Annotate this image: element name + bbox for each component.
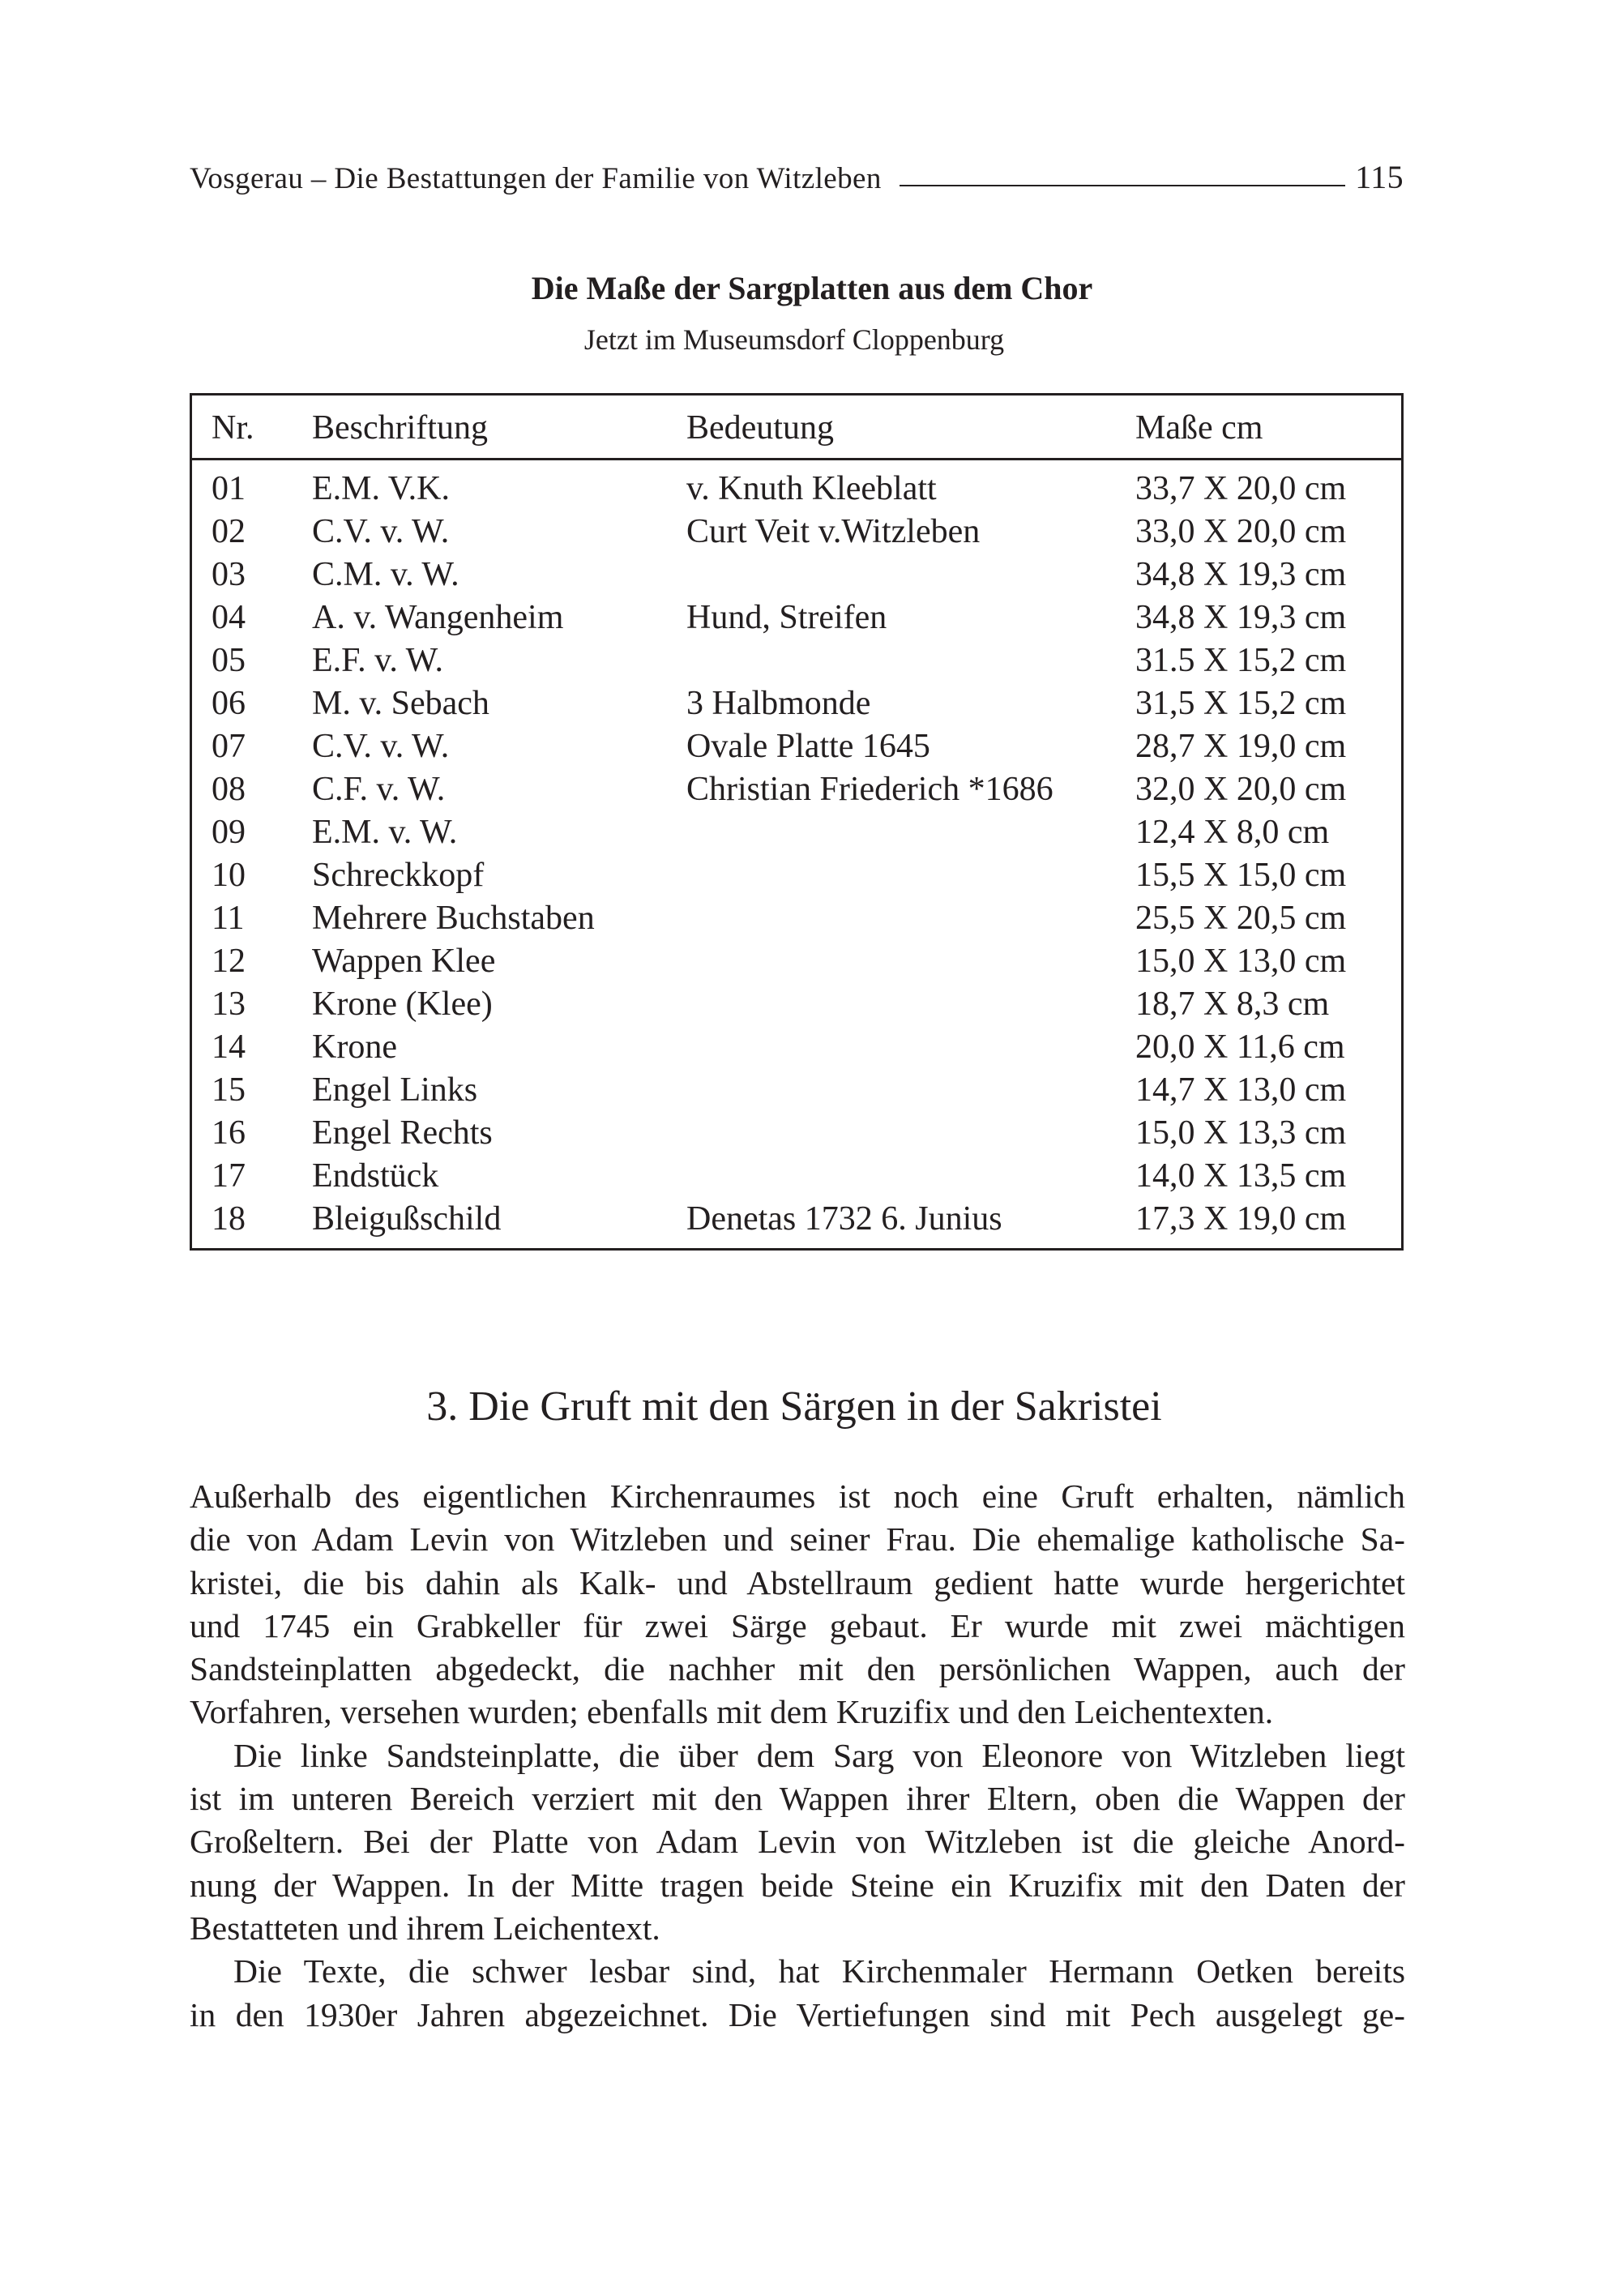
- cell-inscription: A. v. Wangenheim: [312, 599, 564, 636]
- cell-inscription: E.F. v. W.: [312, 642, 443, 679]
- cell-dimensions: 25,5 X 20,5 cm: [1135, 900, 1347, 937]
- cell-number: 05: [212, 642, 246, 679]
- column-header-meaning: Bedeutung: [686, 409, 834, 447]
- cell-dimensions: 20,0 X 11,6 cm: [1135, 1028, 1345, 1066]
- cell-dimensions: 33,7 X 20,0 cm: [1135, 470, 1347, 507]
- paragraph-line: Sandsteinplatten abgedeckt, die nachher mit den persönlichen Wappen, auch der: [190, 1650, 1405, 1688]
- cell-dimensions: 12,4 X 8,0 cm: [1135, 814, 1330, 851]
- table-row: [192, 811, 1401, 854]
- table-row: [192, 1155, 1401, 1198]
- table-row: [192, 1026, 1401, 1069]
- cell-inscription: Endstück: [312, 1157, 439, 1195]
- paragraph-line: Bestatteten und ihrem Leichentext.: [190, 1909, 660, 1947]
- page-header: [190, 151, 1404, 196]
- cell-dimensions: 14,7 X 13,0 cm: [1135, 1071, 1347, 1109]
- cell-meaning: Ovale Platte 1645: [686, 728, 930, 765]
- running-title: Vosgerau – Die Bestattungen der Familie von Witzleben: [190, 162, 882, 195]
- cell-dimensions: 33,0 X 20,0 cm: [1135, 513, 1347, 550]
- cell-inscription: E.M. V.K.: [312, 470, 450, 507]
- table-row: [192, 511, 1401, 554]
- cell-number: 18: [212, 1200, 246, 1238]
- table-row: [192, 897, 1401, 940]
- table-row: [192, 768, 1401, 811]
- cell-number: 14: [212, 1028, 246, 1066]
- paragraph-line: Die linke Sandsteinplatte, die über dem Sarg von Eleonore von Witzleben liegt: [233, 1736, 1405, 1774]
- cell-inscription: Krone: [312, 1028, 397, 1066]
- table-row: [192, 468, 1401, 511]
- cell-dimensions: 34,8 X 19,3 cm: [1135, 599, 1347, 636]
- table-row: [192, 854, 1401, 897]
- cell-number: 02: [212, 513, 246, 550]
- cell-number: 09: [212, 814, 246, 851]
- paragraph-line: und 1745 ein Grabkeller für zwei Särge gebaut. Er wurde mit zwei mächtigen: [190, 1606, 1405, 1644]
- cell-inscription: Krone (Klee): [312, 986, 493, 1023]
- coffin-plates-table: [190, 393, 1404, 1251]
- cell-inscription: Engel Links: [312, 1071, 478, 1109]
- cell-dimensions: 17,3 X 19,0 cm: [1135, 1200, 1347, 1238]
- cell-inscription: M. v. Sebach: [312, 685, 489, 722]
- page-number: 115: [1355, 159, 1404, 195]
- table-row: [192, 1069, 1401, 1112]
- cell-inscription: C.F. v. W.: [312, 771, 446, 808]
- table-header-row: [192, 395, 1401, 460]
- cell-number: 04: [212, 599, 246, 636]
- cell-dimensions: 28,7 X 19,0 cm: [1135, 728, 1347, 765]
- table-title: Die Maße der Sargplatten aus dem Chor: [531, 270, 1093, 306]
- cell-number: 03: [212, 556, 246, 593]
- cell-number: 10: [212, 857, 246, 894]
- table-row: [192, 639, 1401, 682]
- table-row: [192, 1198, 1401, 1241]
- cell-number: 15: [212, 1071, 246, 1109]
- table-row: [192, 725, 1401, 768]
- cell-inscription: Wappen Klee: [312, 943, 496, 980]
- cell-inscription: Mehrere Buchstaben: [312, 900, 595, 937]
- cell-dimensions: 15,0 X 13,3 cm: [1135, 1114, 1347, 1152]
- cell-dimensions: 15,0 X 13,0 cm: [1135, 943, 1347, 980]
- cell-number: 01: [212, 470, 246, 507]
- cell-inscription: Engel Rechts: [312, 1114, 493, 1152]
- section-heading: 3. Die Gruft mit den Särgen in der Sakristei: [426, 1383, 1162, 1430]
- column-header-number: Nr.: [212, 409, 254, 447]
- cell-dimensions: 31,5 X 15,2 cm: [1135, 685, 1347, 722]
- table-row: [192, 1112, 1401, 1155]
- cell-number: 06: [212, 685, 246, 722]
- paragraph-line: Großeltern. Bei der Platte von Adam Levin von Witzleben ist die gleiche Anord-: [190, 1823, 1405, 1861]
- paragraph-line: in den 1930er Jahren abgezeichnet. Die Vertiefungen sind mit Pech ausgelegt ge-: [190, 1995, 1405, 2033]
- table-row: [192, 983, 1401, 1026]
- paragraph-line: die von Adam Levin von Witzleben und seiner Frau. Die ehemalige katholische Sa-: [190, 1520, 1405, 1558]
- cell-meaning: Denetas 1732 6. Junius: [686, 1200, 1002, 1238]
- cell-inscription: E.M. v. W.: [312, 814, 458, 851]
- cell-inscription: Bleigußschild: [312, 1200, 502, 1238]
- cell-number: 17: [212, 1157, 246, 1195]
- cell-number: 11: [212, 900, 245, 937]
- cell-inscription: C.V. v. W.: [312, 513, 450, 550]
- table-row: [192, 596, 1401, 639]
- cell-meaning: Curt Veit v.Witzleben: [686, 513, 981, 550]
- column-header-dimensions: Maße cm: [1135, 409, 1263, 447]
- cell-dimensions: 18,7 X 8,3 cm: [1135, 986, 1330, 1023]
- column-header-inscription: Beschriftung: [312, 409, 488, 447]
- body-text: [190, 1475, 1405, 2037]
- cell-number: 08: [212, 771, 246, 808]
- cell-meaning: v. Knuth Kleeblatt: [686, 470, 937, 507]
- paragraph-line: kristei, die bis dahin als Kalk- und Abstellraum gedient hatte wurde hergerichtet: [190, 1563, 1405, 1601]
- paragraph-line: Außerhalb des eigentlichen Kirchenraumes ist noch eine Gruft erhalten, nämlich: [190, 1477, 1405, 1515]
- cell-dimensions: 15,5 X 15,0 cm: [1135, 857, 1347, 894]
- table-subtitle: Jetzt im Museumsdorf Cloppenburg: [583, 323, 1005, 356]
- table-row: [192, 554, 1401, 596]
- paragraph-line: nung der Wappen. In der Mitte tragen beide Steine ein Kruzifix mit den Daten der: [190, 1866, 1405, 1904]
- paragraph-line: Vorfahren, versehen wurden; ebenfalls mit dem Kruzifix und den Leichentexten.: [190, 1693, 1274, 1731]
- paragraph-line: Die Texte, die schwer lesbar sind, hat Kirchenmaler Hermann Oetken bereits: [233, 1952, 1405, 1990]
- cell-number: 13: [212, 986, 246, 1023]
- cell-inscription: Schreckkopf: [312, 857, 485, 894]
- cell-dimensions: 34,8 X 19,3 cm: [1135, 556, 1347, 593]
- cell-inscription: C.V. v. W.: [312, 728, 450, 765]
- cell-number: 12: [212, 943, 246, 980]
- cell-meaning: Hund, Streifen: [686, 599, 887, 636]
- cell-number: 07: [212, 728, 246, 765]
- cell-dimensions: 32,0 X 20,0 cm: [1135, 771, 1347, 808]
- cell-meaning: Christian Friederich *1686: [686, 771, 1053, 808]
- cell-dimensions: 14,0 X 13,5 cm: [1135, 1157, 1347, 1195]
- cell-number: 16: [212, 1114, 246, 1152]
- table-body: [192, 468, 1401, 1241]
- cell-dimensions: 31.5 X 15,2 cm: [1135, 642, 1347, 679]
- cell-inscription: C.M. v. W.: [312, 556, 459, 593]
- table-row: [192, 682, 1401, 725]
- paragraph-line: ist im unteren Bereich verziert mit den Wappen ihrer Eltern, oben die Wappen der: [190, 1780, 1405, 1818]
- cell-meaning: 3 Halbmonde: [686, 685, 871, 722]
- table-row: [192, 940, 1401, 983]
- header-rule: [900, 185, 1346, 186]
